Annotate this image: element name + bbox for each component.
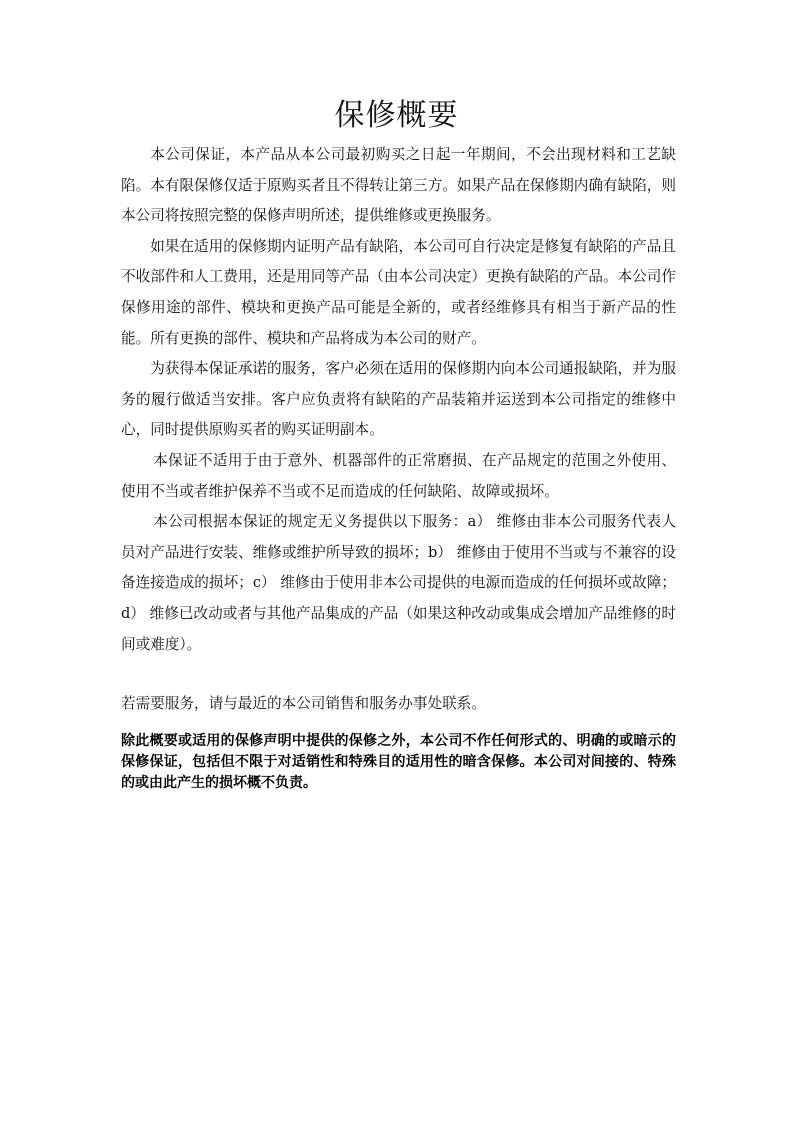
page-title: 保修概要 bbox=[334, 98, 459, 133]
paragraph-exclusions: 本保证不适用于由于意外、机器部件的正常磨损、在产品规定的范围之外使用、使用不当或者维护保养不当或不足而造成的任何缺陷、故障或损坏。 bbox=[121, 451, 676, 500]
paragraph-service-procedure: 为获得本保证承诺的服务，客户必须在适用的保修期内向本公司通报缺陷，并为服务的履行做适当安排。客户应负责将有缺陷的产品装箱并运送到本公司指定的维修中心，同时提供原购买者的购买证明副本。 bbox=[121, 360, 676, 439]
contact-note: 若需要服务，请与最近的本公司销售和服务办事处联系。 bbox=[121, 695, 486, 712]
paragraph-warranty-period: 本公司保证，本产品从本公司最初购买之日起一年期间，不会出现材料和工艺缺陷。本有限保修仅适于原购买者且不得转让第三方。如果产品在保修期内确有缺陷，则本公司将按照完整的保修声明所述，提供维修或更换服务。 bbox=[121, 146, 676, 225]
disclaimer: 除此概要或适用的保修声明中提供的保修之外，本公司不作任何形式的、明确的或暗示的保修保证，包括但不限于对适销性和特殊目的适用性的暗含保修。本公司对间接的、特殊的或由此产生的损坏概不负责。 bbox=[121, 733, 676, 791]
paragraph-no-obligation: 本公司根据本保证的规定无义务提供以下服务：a） 维修由非本公司服务代表人员对产品进行安装、维修或维护所导致的损坏；b） 维修由于使用不当或与不兼容的设备连接造成的损坏；c） 维修由于使用非本公司提供的电源而造成的任何损坏或故障；d） 维修已改动或者与其他产品集成的产品（如果这种改动或集成会增加产品维修的时间或难度）。 bbox=[121, 513, 676, 653]
warranty-body bbox=[121, 140, 676, 660]
paragraph-repair-replace: 如果在适用的保修期内证明产品有缺陷，本公司可自行决定是修复有缺陷的产品且不收部件和人工费用，还是用同等产品（由本公司决定）更换有缺陷的产品。本公司作保修用途的部件、模块和更换产品可能是全新的，或者经维修具有相当于新产品的性能。所有更换的部件、模块和产品将成为本公司的财产。 bbox=[121, 237, 676, 347]
